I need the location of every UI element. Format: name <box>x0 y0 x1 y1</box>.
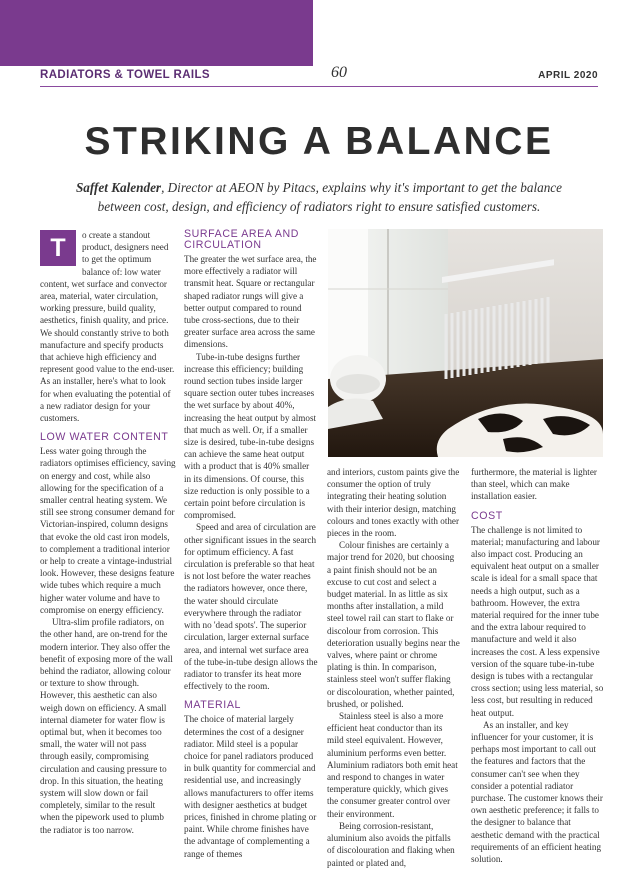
col3-p1: and interiors, custom paints give the consumer the option of truly integrating their heating solution with their interior design, matching colours and tones exactly with other pieces in the room. <box>327 467 460 539</box>
low-water-p1: Less water going through the radiators optimises efficiency, saving on energy and cost, while also allowing for the specification of a smaller central heating system. We still see strong consumer demand for Victorian-inspired, column designs that evoke the old cast iron models, to complement a traditional interior or help to create a vintage-industrial look. However, these designs feature wide tubes which require a much higher water volume and have to compromise on energy efficiency. <box>40 446 176 615</box>
standfirst <box>60 178 578 216</box>
material-p1: The choice of material largely determines the cost of a designer radiator. Mild steel is a popular choice for panel radiators produced in bulk quantity for commercial and residential use, and increasingly allows manufacturers to offer items with designer aesthetics at budget prices, finished in chrome plating or paint. While chrome finishes have the advantage of complementing a range of themes <box>184 714 317 859</box>
author-name: Saffet Kalender <box>75 180 162 195</box>
col3-p4: Being corrosion-resistant, aluminium also avoids the pitfalls of discolouration and flaking when painted or plated and, <box>327 820 455 868</box>
drop-cap: T <box>40 230 76 266</box>
col4-p1: furthermore, the material is lighter than steel, which can make installation easier. <box>471 467 597 502</box>
low-water-heading: LOW WATER CONTENT <box>40 431 169 444</box>
section-label: RADIATORS & TOWEL RAILS <box>40 69 210 81</box>
header-color-band <box>0 0 313 66</box>
page-number: 60 <box>331 64 347 81</box>
column-4 <box>471 466 604 865</box>
col3-p3: Stainless steel is also a more efficient heat conductor than its mild steel equivalent. However, aluminium performs even better. Aluminium radiators both emit heat and respond to changes in water temperature quickly, which gives the consumer greater control over their environment. <box>327 711 458 819</box>
material-heading: MATERIAL <box>184 699 241 712</box>
surface-area-p2: Tube-in-tube designs further increase this efficiency; building round section tubes inside larger square section outer tubes increases the wet surface by about 40%, increasing the heat output by almost that much as well. Or, if a smaller size is desired, tube-in-tube designs can achieve the same heat output with a product that is 40% smaller in its dimensions. Of course, this size reduction is only possible to a certain point before circulation is compromised. <box>184 351 317 521</box>
surface-area-p3: Speed and area of circulation are other significant issues in the search for optimum efficiency. A fast circulation is preferable so that heat is not lost before the water reaches the radiators however, once there, the water should circulate everywhere through the radiator with no 'dead spots'. The superior circulation, larger external surface area, and internal wet surface area of the tube-in-tube design allows the radiator to transfer its heat more effectively to the room. <box>184 522 318 692</box>
cost-heading: COST <box>471 509 503 522</box>
radiator-room-photo <box>328 229 603 457</box>
article-title: STRIKING A BALANCE <box>84 120 554 163</box>
radiator-photo-illustration <box>328 229 603 457</box>
surface-area-p1: The greater the wet surface area, the more effectively a radiator will transmit heat. Square or rectangular shaped radiator rungs will give a better output compared to round tube cross-sections, due to their greater surface area across the same dimensions. <box>184 254 317 350</box>
header-rule <box>40 86 598 87</box>
col3-p2: Colour finishes are certainly a major trend for 2020, but choosing a paint finish should not be an excuse to cut cost and select a budget material. In as little as six months after installation, a mild steel towel rail can start to flake or discolour from corrosion. This deterioration usually begins near the valves, where paint or chrome plating is thin. In comparison, stainless steel won't suffer flaking or discolouration, whether painted, brushed, or polished. <box>327 540 460 709</box>
low-water-p2: Ultra-slim profile radiators, on the other hand, are on-trend for the modern interior. They also offer the benefit of exposing more of the wall behind the radiator, allowing colour or texture to show through. However, this aesthetic can also weigh down on efficiency. A small internal diameter for water flow is optimal but, when it becomes too small, the water will not pass through easily, compromising circulation and causing pressure to drop. In this situation, the heating system will slow down or fail completely, similar to the result when the pipework used to plumb the radiator is too narrow. <box>40 617 173 835</box>
column-2 <box>184 229 318 860</box>
column-3 <box>327 466 460 869</box>
intro-paragraph: T o create a standout product, designers need to get the optimum balance of: low water content, wet surface and convector area, material, water circulation, working pressure, build quality, aesthetics, finish quality, and price. We should constantly strive to both manufacture and specify products that achieve high efficiency and represent good value to the end-user. As an installer, here's what to look for when evaluating the potential of a new radiator design for your customers. <box>40 230 175 424</box>
standfirst-text: , Director at AEON by Pitacs, explains why it's important to get the balance between cost, design, and efficiency of radiators right to ensure satisfied customers. <box>97 180 563 214</box>
cost-p2: As an installer, and key influencer for your customer, it is perhaps most important to call out the features and factors that the consumer can't see when they consider a potential radiator purchase. The customer knows their own aesthetic preference; it falls to the designer to balance that aesthetic demand with the practical requirements of an efficient heating solution. <box>471 719 603 865</box>
surface-area-heading: SURFACE AREA AND CIRCULATION <box>184 228 299 251</box>
issue-date: APRIL 2020 <box>538 70 598 81</box>
column-1 <box>40 229 176 836</box>
cost-p1: The challenge is not limited to material; manufacturing and labour also impact cost. Producing an equivalent heat output on a smaller scale is ideal for a small space that needs a high output, such as a bathroom. However, the extra material required for the inner tube and the extra labour required to manufacture and weld it also increases the cost. A less expensive version of the square tube-in-tube design is tubes with a rectangular cross section; using less material, so less cost, but resulting in reduced heat output. <box>471 524 604 718</box>
